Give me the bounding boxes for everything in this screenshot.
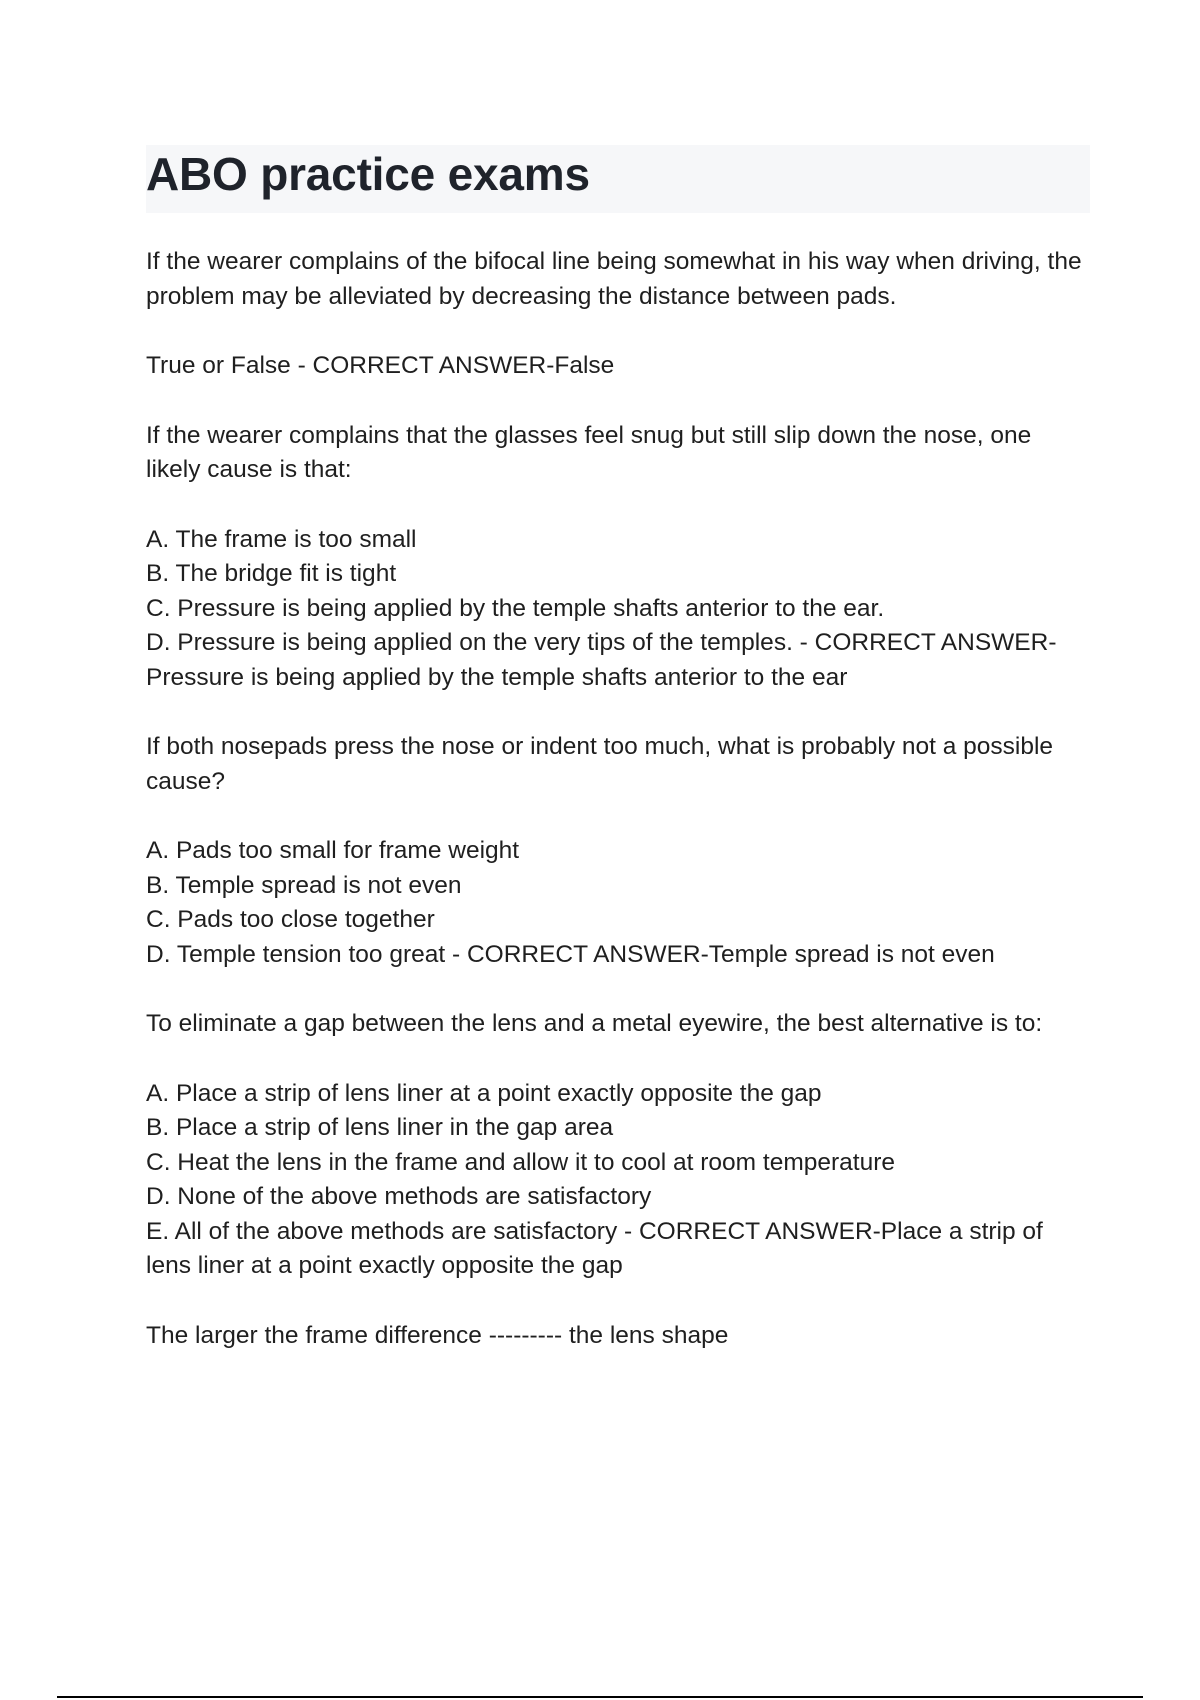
page-title: ABO practice exams (146, 148, 590, 200)
question-3-option-d-answer: D. Temple tension too great - CORRECT ANSWER-Temple spread is not even (146, 940, 995, 968)
spacer (146, 695, 1092, 730)
spacer (146, 972, 1092, 1007)
bottom-divider (57, 1696, 1143, 1698)
question-4-option-b: B. Place a strip of lens liner in the gap area (146, 1114, 614, 1141)
spacer (146, 799, 1092, 834)
question-3-text: If both nosepads press the nose or indent too much, what is probably not a possible cause? (146, 733, 1054, 795)
question-4-option-d: D. None of the above methods are satisfactory (146, 1183, 652, 1210)
question-4-text: To eliminate a gap between the lens and a metal eyewire, the best alternative is to: (146, 1010, 1043, 1037)
question-4-option-e-answer: E. All of the above methods are satisfactory - CORRECT ANSWER-Place a strip of lens liner at a point exactly opposite the gap (146, 1217, 1043, 1279)
spacer (146, 488, 1092, 523)
question-1-text: If the wearer complains of the bifocal line being somewhat in his way when driving, the problem may be alleviated by decreasing the distance between pads. (146, 248, 1082, 310)
question-2-option-c: C. Pressure is being applied by the temple shafts anterior to the ear. (146, 594, 885, 622)
question-2-option-a: A. The frame is too small (146, 525, 417, 553)
question-2-option-b: B. The bridge fit is tight (146, 560, 397, 587)
question-3-option-b: B. Temple spread is not even (146, 871, 462, 899)
question-1-answer: True or False - CORRECT ANSWER-False (146, 352, 615, 379)
question-3-option-a: A. Pads too small for frame weight (146, 837, 520, 864)
spacer (146, 1042, 1092, 1077)
question-2-text: If the wearer complains that the glasses feel snug but still slip down the nose, one likely cause is that: (146, 421, 1032, 483)
spacer (146, 314, 1092, 349)
spacer (146, 1284, 1092, 1319)
question-4-option-c: C. Heat the lens in the frame and allow it to cool at room temperature (146, 1148, 895, 1176)
document-body (146, 245, 1092, 1353)
question-2-option-d-answer: D. Pressure is being applied on the very tips of the temples. - CORRECT ANSWER-Pressure is being applied by the temple shafts anterior to the ear (146, 629, 1057, 691)
spacer (146, 384, 1092, 419)
question-3-option-c: C. Pads too close together (146, 906, 435, 933)
question-4-option-a: A. Place a strip of lens liner at a point exactly opposite the gap (146, 1079, 822, 1107)
question-5-text: The larger the frame difference --------- the lens shape (146, 1321, 729, 1349)
